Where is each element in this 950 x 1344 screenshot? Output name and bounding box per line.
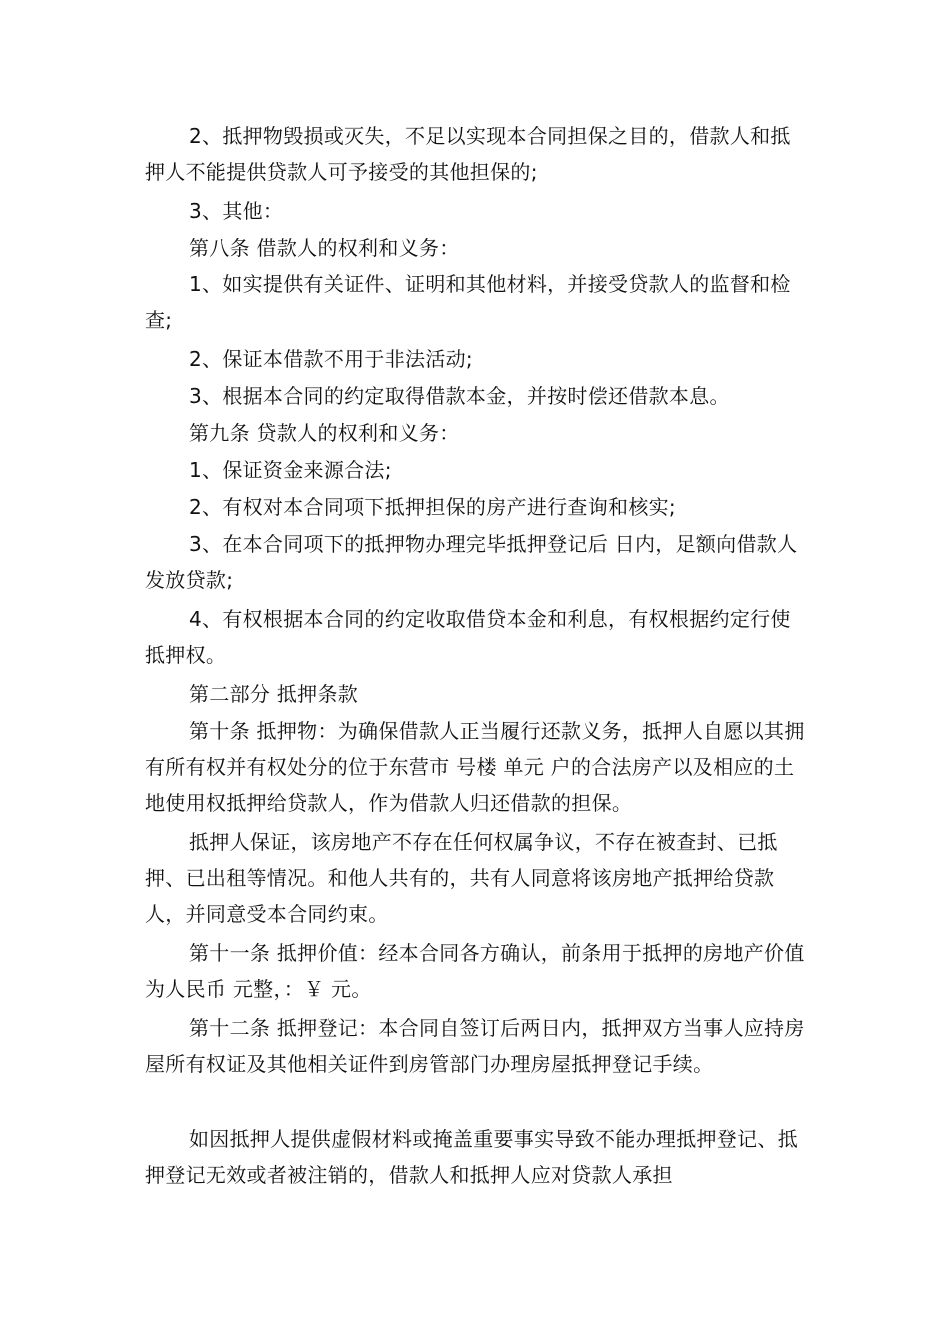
paragraph-article-9-item-3: 3、在本合同项下的抵押物办理完毕抵押登记后 日内，足额向借款人发放贷款; (145, 532, 798, 592)
paragraph-article-8-item-2: 2、保证本借款不用于非法活动; (189, 347, 473, 371)
paragraph-article-9-item-4: 4、有权根据本合同的约定收取借贷本金和利息，有权根据约定行使抵押权。 (145, 607, 791, 667)
paragraph-clause-7-item-2: 2、抵押物毁损或灭失，不足以实现本合同担保之目的，借款人和抵押人不能提供贷款人可予接受的其他担保的; (145, 124, 791, 184)
paragraph-article-9-item-1: 1、保证资金来源合法; (189, 458, 392, 482)
paragraph-article-10: 第十条 抵押物：为确保借款人正当履行还款义务，抵押人自愿以其拥有所有权并有权处分的位于东营市 号楼 单元 户的合法房产以及相应的土地使用权抵押给贷款人，作为借款人归还借款的担保。 (145, 719, 805, 815)
heading-part-2: 第二部分 抵押条款 (189, 682, 359, 706)
heading-article-9: 第九条 贷款人的权利和义务： (189, 421, 460, 445)
paragraph-article-9-item-2: 2、有权对本合同项下抵押担保的房产进行查询和核实; (189, 495, 676, 519)
paragraph-article-8-item-3: 3、根据本合同的约定取得借款本金，并按时偿还借款本息。 (189, 384, 730, 408)
paragraph-clause-7-item-3: 3、其他： (189, 199, 284, 223)
heading-article-8: 第八条 借款人的权利和义务： (189, 236, 460, 260)
paragraph-article-8-item-1: 1、如实提供有关证件、证明和其他材料，并接受贷款人的监督和检查; (145, 272, 791, 332)
paragraph-article-11: 第十一条 抵押价值：经本合同各方确认，前条用于抵押的房地产价值为人民币 元整，：￥ 元。 (145, 941, 805, 1001)
paragraph-mortgagor-guarantee: 抵押人保证，该房地产不存在任何权属争议，不存在被查封、已抵押、已出租等情况。和他人共有的，共有人同意将该房地产抵押给贷款人，并同意受本合同约束。 (145, 830, 778, 926)
paragraph-article-12: 第十二条 抵押登记：本合同自签订后两日内，抵押双方当事人应持房屋所有权证及其他相关证件到房管部门办理房屋抵押登记手续。 (145, 1016, 805, 1076)
paragraph-false-materials: 如因抵押人提供虚假材料或掩盖重要事实导致不能办理抵押登记、抵押登记无效或者被注销的，借款人和抵押人应对贷款人承担 (145, 1127, 798, 1187)
